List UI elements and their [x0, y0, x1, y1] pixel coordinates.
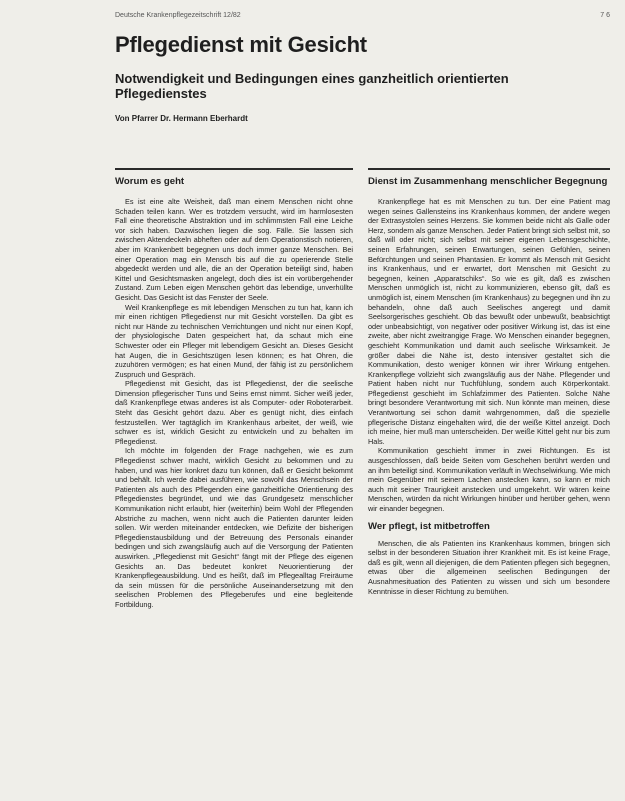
paragraph: Krankenpflege hat es mit Menschen zu tun. Der eine Patient mag wegen seines Gallensteins ins Krankenhaus kommen, der andere wegen der Extrasystolen seines Herzens. Sie kommen beide nicht als Galle oder Herz, sondern als ganze Menschen. Jeder Patient bringt sich selbst mit, so daß will oder nicht; sich selbst mit seiner eigenen Lebensgeschichte, seinen Erfahrungen, seinen Erwartungen, seinen Gefühlen, seinen Befürchtungen und seinen Phantasien. Er kommt als Mensch mit Gesicht ins Krankenhaus, und er erwartet, dort Menschen mit Gesicht zu begegnen, keinen „Apparatschiks“. So wie es gilt, daß es zwischen Menschen unmöglich ist, nicht zu kommunizieren, ebenso gilt, daß es unmöglich ist, einem Menschen (im Krankenhaus) zu begegnen und ihn zu behandeln, ohne daß auch Seelisches angeregt und damit Seelsorgerisches geschieht. Ob das bewußt oder unbewußt, beabsichtigt oder unbeabsichtigt, von negativer oder positiver Wirkung ist, das ist eine zweite, aber nicht zweitrangige Frage. Wo Menschen einander begegnen, geschieht Kommunikation und damit auch seelische Wirksamkeit. Je größer dabei die Nähe ist, desto intensiver gestaltet sich die Kommunikation, desto weniger können wir ihrer Wirkung entgehen. Krankenpflege vollzieht sich zwangsläufig aus der Nähe. Pflegender und Patient haben nicht nur Tuchfühlung, sondern auch Körperkontakt. Pflegedienst geschieht im Schlafzimmer des Patienten. Solche Nähe bringt besondere Verantwortung mit sich. Nun könnte man meinen, diese Verantwortung sei schon damit wahrgenommen, daß die spezielle pflegerische Distanz eingehalten wird, die der weiße Kittel anzeigt. Doch ich meine, hier muß man unterscheiden. Der weiße Kittel geht nur bis zum Hals.: [368, 197, 610, 446]
article-title: Pflegedienst mit Gesicht: [115, 32, 367, 57]
paragraph: Weil Krankenpflege es mit lebendigen Menschen zu tun hat, kann ich mir einen richtigen Pflegedienst nur mit Gesicht vorstellen. Da gibt es nicht nur Hände zu technischen Verrichtungen und nicht nur einen Kopf, der physiologische Daten gespeichert hat, da schaut mich eine Schwester oder ein Pfleger mit lebendigem Gesicht an. Dieses Gesicht hat Augen, die in Gesichtszügen lesen können; es hat Ohren, die zuzuhören vermögen; es hat einen Mund, der fähig ist zu persönlichem Zuspruch und Gespräch.: [115, 302, 353, 379]
page-number: 7 6: [600, 12, 610, 19]
right-column-rule: [368, 168, 610, 170]
left-column: [115, 176, 353, 610]
paragraph: Pflegedienst mit Gesicht, das ist Pflegedienst, der die seelische Dimension pflegerischer Tuns und Seins ernst nimmt. Sicher weiß jeder, daß Krankenpflege etwas anderes ist als Computer- oder Roboterarbeit. Steht das Gesicht gehört dazu. Aber es genügt nicht, dies einfach festzustellen. Wer tagtäglich im Krankenhaus arbeitet, der weiß, wie schwer es ist, wirklich Gesicht zu entwickeln und zu behalten im Pflegedienst.: [115, 379, 353, 446]
section-heading: Dienst im Zusammenhang menschlicher Begegnung: [368, 176, 608, 187]
journal-name: Deutsche Krankenpflegezeitschrift 12/82: [115, 12, 241, 19]
running-header: [115, 12, 610, 19]
paragraph: Kommunikation geschieht immer in zwei Richtungen. Es ist ausgeschlossen, daß beide Seiten vom Geschehen berührt werden und an ihm beteiligt sind. Kommunikation verläuft in Wechselwirkung. Wie mich mein Gegenüber mit seinem Lachen anstecken kann, so kann er mich auch mit seiner Traurigkeit anstecken und umgekehrt. Wir wären keine Menschen, würden da nicht Wirkungen hinüber und herüber gehen, wenn wir einander begegnen.: [368, 446, 610, 513]
article-byline: Von Pfarrer Dr. Hermann Eberhardt: [115, 114, 248, 123]
section-heading: Wer pflegt, ist mitbetroffen: [368, 520, 490, 532]
article-subtitle: Notwendigkeit und Bedingungen eines ganzheitlich orientierten Pflegedienstes: [115, 71, 509, 101]
section-heading: Worum es geht: [115, 176, 185, 187]
right-column: [368, 176, 610, 596]
left-column-rule: [115, 168, 353, 170]
paragraph: Ich möchte im folgenden der Frage nachgehen, wie es zum Pflegedienst schwer macht, wirklich Gesicht zu bekommen und zu haben, und was hier konkret dazu tun können, daß er Gesicht bekommt und behält. Ich werde dabei ausführen, wie sowohl das Menschsein der Patienten als auch des Pflegenden eine ganzheitliche Orientierung des Pflegedienstes begründet, und wie das Grundgesetz menschlicher Kommunikation nicht erlaubt, hier (weiterhin) beim Wohl der Pflegenden Abstriche zu machen, wenn nicht auch die Patienten darunter leiden sollen. Wir werden miteinander entdecken, wie Defizite der bisherigen Pflegedienstausbildung und der Betreuung des Personals einander bedingen und sich zwangsläufig auch auf die Versorgung der Patienten auswirken. „Pflegedienst mit Gesicht“ fängt mit der Pflege des eigenen Gesichts an. Das bedeutet konkret Neuorientierung der Krankenpflegeausbildung. Und es heißt, daß im Pflegealltag Freiräume da sein müssen für die persönliche Auseinandersetzung mit den seelischen Problemen des Pflegeberufes und eine begleitende Fortbildung.: [115, 446, 353, 609]
paragraph: Menschen, die als Patienten ins Krankenhaus kommen, bringen sich selbst in der besonderen Situation ihrer Krankheit mit. Es ist keine Frage, daß es gilt, wenn all diejenigen, die dem Patienten pflegen sich begegnen, etwas über die allgemeinen seelischen Bedingungen der Ausnahmesituation des Patienten zu wissen und sich um besondere Kenntnisse in dieser Richtung zu bemühen.: [368, 538, 610, 596]
paragraph: Es ist eine alte Weisheit, daß man einem Menschen nicht ohne Schaden teilen kann. Wer es trotzdem versucht, wird im harmlosesten Fall eine theoretische Abstraktion und im schlimmsten Fall eine Leiche vor sich haben. Dazwischen liegen die sog. Fälle. Sie lassen sich zwischen Aktendeckeln abheften oder auf dem Operationstisch notieren, aber im Krankenbett begegnen uns doch immer ganze Menschen. Bei einer Operation mag ein Mensch bis auf die zu operierende Stelle abgedeckt werden und alle, die an der Operation beteiligt sind, haben Kittel und Gesichtsmasken angelegt, doch dies ist ein vorübergehender Zustand. Zum Leben eigen Menschen gehört das lebendige, unverhüllte Gesicht. Das Gesicht ist das Fenster der Seele.: [115, 197, 353, 302]
